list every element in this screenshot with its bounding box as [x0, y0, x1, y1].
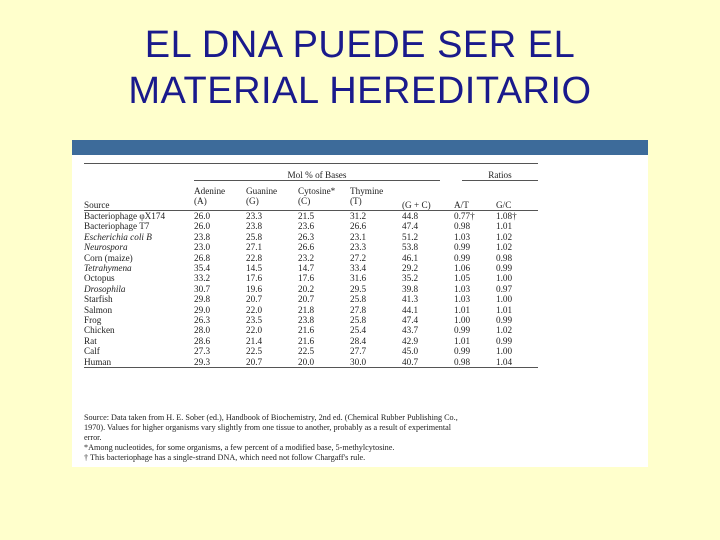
col-header-adenine-abbr: (A) [194, 196, 207, 206]
source-cell: Octopus [84, 273, 115, 284]
value-cell: 21.5 [298, 211, 315, 221]
value-cell: 1.01 [496, 304, 513, 315]
value-cell: 35.4 [194, 263, 211, 274]
value-cell: 0.97 [496, 283, 513, 294]
col-header-cytosine: Cytosine* [298, 186, 336, 196]
table-row [84, 294, 538, 304]
value-cell: 0.99 [496, 315, 513, 326]
value-cell: 1.02 [496, 231, 513, 242]
value-cell: 17.6 [298, 273, 315, 284]
value-cell: 23.3 [350, 242, 367, 253]
value-cell: 26.8 [194, 252, 211, 263]
value-cell: 28.4 [350, 335, 367, 346]
value-cell: 23.2 [298, 252, 315, 263]
value-cell: 29.5 [350, 283, 367, 294]
value-cell: 40.7 [402, 357, 454, 368]
value-cell: 1.05 [454, 273, 471, 284]
value-cell: 1.00 [454, 315, 471, 326]
value-cell: 46.1 [402, 252, 419, 263]
value-cell: 25.8 [350, 315, 367, 326]
value-cell: 26.6 [350, 221, 367, 232]
value-cell: 25.8 [350, 294, 367, 305]
value-cell: 0.99 [454, 325, 471, 336]
source-cell: Bacteriophage T7 [84, 221, 150, 232]
table-row [84, 263, 538, 273]
value-cell: 27.8 [350, 304, 367, 315]
value-cell: 23.8 [298, 315, 315, 326]
value-cell: 29.8 [194, 294, 211, 305]
source-cell: Starfish [84, 294, 113, 305]
value-cell: 21.6 [298, 325, 315, 336]
table-row [84, 325, 538, 335]
value-cell: 26.0 [194, 211, 211, 221]
value-cell: 26.3 [298, 231, 315, 242]
value-cell: 23.5 [246, 315, 263, 326]
value-cell: 0.99 [454, 242, 471, 253]
value-cell: 1.03 [454, 283, 471, 294]
value-cell: 23.0 [194, 242, 211, 253]
value-cell: 0.98 [454, 221, 471, 232]
value-cell: 41.3 [402, 294, 419, 305]
value-cell: 14.5 [246, 263, 263, 274]
value-cell: 51.2 [402, 231, 419, 242]
value-cell: 19.6 [246, 283, 263, 294]
value-cell: 0.99 [496, 335, 513, 346]
value-cell: 47.4 [402, 221, 419, 232]
value-cell: 1.02 [496, 325, 513, 336]
value-cell: 23.1 [350, 231, 367, 242]
value-cell: 21.6 [298, 335, 315, 346]
value-cell: 25.4 [350, 325, 367, 336]
value-cell: 20.2 [298, 283, 315, 294]
value-cell: 0.98 [454, 357, 496, 368]
value-cell: 53.8 [402, 242, 419, 253]
source-cell: Calf [84, 346, 100, 357]
value-cell: 1.01 [454, 335, 471, 346]
table-row [84, 221, 538, 231]
value-cell: 21.4 [246, 335, 263, 346]
source-cell: Chicken [84, 325, 115, 336]
col-header-guanine: Guanine [246, 186, 278, 196]
value-cell: 17.6 [246, 273, 263, 284]
value-cell: 20.0 [298, 357, 350, 368]
value-cell: 14.7 [298, 263, 315, 274]
value-cell: 1.08† [496, 211, 517, 221]
value-cell: 1.00 [496, 294, 513, 305]
col-header-gc-ratio: G/C [496, 200, 512, 210]
value-cell: 33.2 [194, 273, 211, 284]
slide-title-line-2: MATERIAL HEREDITARIO [128, 70, 592, 112]
value-cell: 23.6 [298, 221, 315, 232]
value-cell: 0.99 [454, 252, 471, 263]
value-cell: 45.0 [402, 346, 419, 357]
col-header-gc: (G + C) [402, 200, 431, 210]
value-cell: 26.6 [298, 242, 315, 253]
value-cell: 31.6 [350, 273, 367, 284]
col-header-cytosine-abbr: (C) [298, 196, 311, 206]
group-header-ratios: Ratios [462, 170, 538, 181]
value-cell: 23.3 [246, 211, 263, 221]
value-cell: 23.8 [246, 221, 263, 232]
source-cell: Salmon [84, 304, 113, 315]
value-cell: 1.03 [454, 231, 471, 242]
base-composition-table-figure [72, 155, 648, 467]
value-cell: 44.8 [402, 211, 419, 221]
source-cell: Bacteriophage φX174 [84, 211, 166, 221]
value-cell: 25.8 [246, 231, 263, 242]
value-cell: 0.98 [496, 252, 513, 263]
source-cell: Escherichia coli B [84, 231, 152, 242]
value-cell: 1.03 [454, 294, 471, 305]
value-cell: 27.2 [350, 252, 367, 263]
value-cell: 20.7 [298, 294, 315, 305]
group-header-mol: Mol % of Bases [194, 170, 440, 181]
table-row [84, 284, 538, 294]
value-cell: 22.8 [246, 252, 263, 263]
value-cell: 28.6 [194, 335, 211, 346]
value-cell: 0.99 [454, 346, 471, 357]
value-cell: 22.0 [246, 304, 263, 315]
value-cell: 27.3 [194, 346, 211, 357]
table-row [84, 242, 538, 252]
value-cell: 29.0 [194, 304, 211, 315]
col-header-thymine: Thymine [350, 186, 384, 196]
col-header-guanine-abbr: (G) [246, 196, 259, 206]
source-cell: Neurospora [84, 242, 128, 253]
table-notes [84, 413, 464, 463]
source-cell: Frog [84, 315, 102, 326]
value-cell: 1.01 [496, 221, 513, 232]
value-cell: 31.2 [350, 211, 367, 221]
source-cell: Human [84, 357, 194, 368]
value-cell: 20.7 [246, 294, 263, 305]
table-row [84, 315, 538, 325]
table-row [84, 211, 538, 222]
value-cell: 1.02 [496, 242, 513, 253]
value-cell: 28.0 [194, 325, 211, 336]
table-row [84, 305, 538, 315]
value-cell: 1.06 [454, 263, 471, 274]
value-cell: 22.0 [246, 325, 263, 336]
value-cell: 1.04 [496, 357, 538, 368]
value-cell: 26.3 [194, 315, 211, 326]
col-header-source: Source [84, 200, 110, 210]
source-cell: Rat [84, 335, 97, 346]
table-row [84, 336, 538, 346]
value-cell: 35.2 [402, 273, 419, 284]
table-row [84, 273, 538, 283]
value-cell: 43.7 [402, 325, 419, 336]
col-header-thymine-abbr: (T) [350, 196, 362, 206]
source-cell: Drosophila [84, 283, 126, 294]
value-cell: 1.01 [454, 304, 471, 315]
table-row [84, 232, 538, 242]
value-cell: 21.8 [298, 304, 315, 315]
value-cell: 22.5 [298, 346, 315, 357]
col-header-at-ratio: A/T [454, 200, 469, 210]
value-cell: 0.77† [454, 211, 475, 221]
value-cell: 33.4 [350, 263, 367, 274]
col-header-adenine: Adenine [194, 186, 226, 196]
table-row [84, 346, 538, 356]
table-row [84, 357, 538, 368]
value-cell: 20.7 [246, 357, 298, 368]
value-cell: 29.3 [194, 357, 246, 368]
value-cell: 30.7 [194, 283, 211, 294]
value-cell: 27.1 [246, 242, 263, 253]
footnote-cytosine: *Among nucleotides, for some organisms, a few percent of a modified base, 5-methylcytosine. [84, 443, 395, 452]
footnote-bacteriophage: † This bacteriophage has a single-strand DNA, which need not follow Chargaff's rule. [84, 453, 366, 462]
value-cell: 27.7 [350, 346, 367, 357]
value-cell: 1.00 [496, 273, 513, 284]
figure-header-bar [72, 140, 648, 155]
base-composition-table [84, 163, 538, 368]
value-cell: 47.4 [402, 315, 419, 326]
value-cell: 30.0 [350, 357, 402, 368]
value-cell: 42.9 [402, 335, 419, 346]
source-cell: Corn (maize) [84, 252, 133, 263]
source-note: Source: Data taken from H. E. Sober (ed.), Handbook of Biochemistry, 2nd ed. (Chemical Rubber Publishing Co., 1970). Values for higher organisms vary slightly from one tissue to another, probably as a result of experimental error. [84, 413, 458, 442]
value-cell: 1.00 [496, 346, 513, 357]
source-cell: Tetrahymena [84, 263, 132, 274]
value-cell: 44.1 [402, 304, 419, 315]
value-cell: 22.5 [246, 346, 263, 357]
value-cell: 0.99 [496, 263, 513, 274]
value-cell: 26.0 [194, 221, 211, 232]
value-cell: 23.8 [194, 231, 211, 242]
slide-title-line-1: EL DNA PUEDE SER EL [144, 24, 576, 66]
table-row [84, 253, 538, 263]
value-cell: 29.2 [402, 263, 419, 274]
slide-title [0, 22, 720, 114]
value-cell: 39.8 [402, 283, 419, 294]
